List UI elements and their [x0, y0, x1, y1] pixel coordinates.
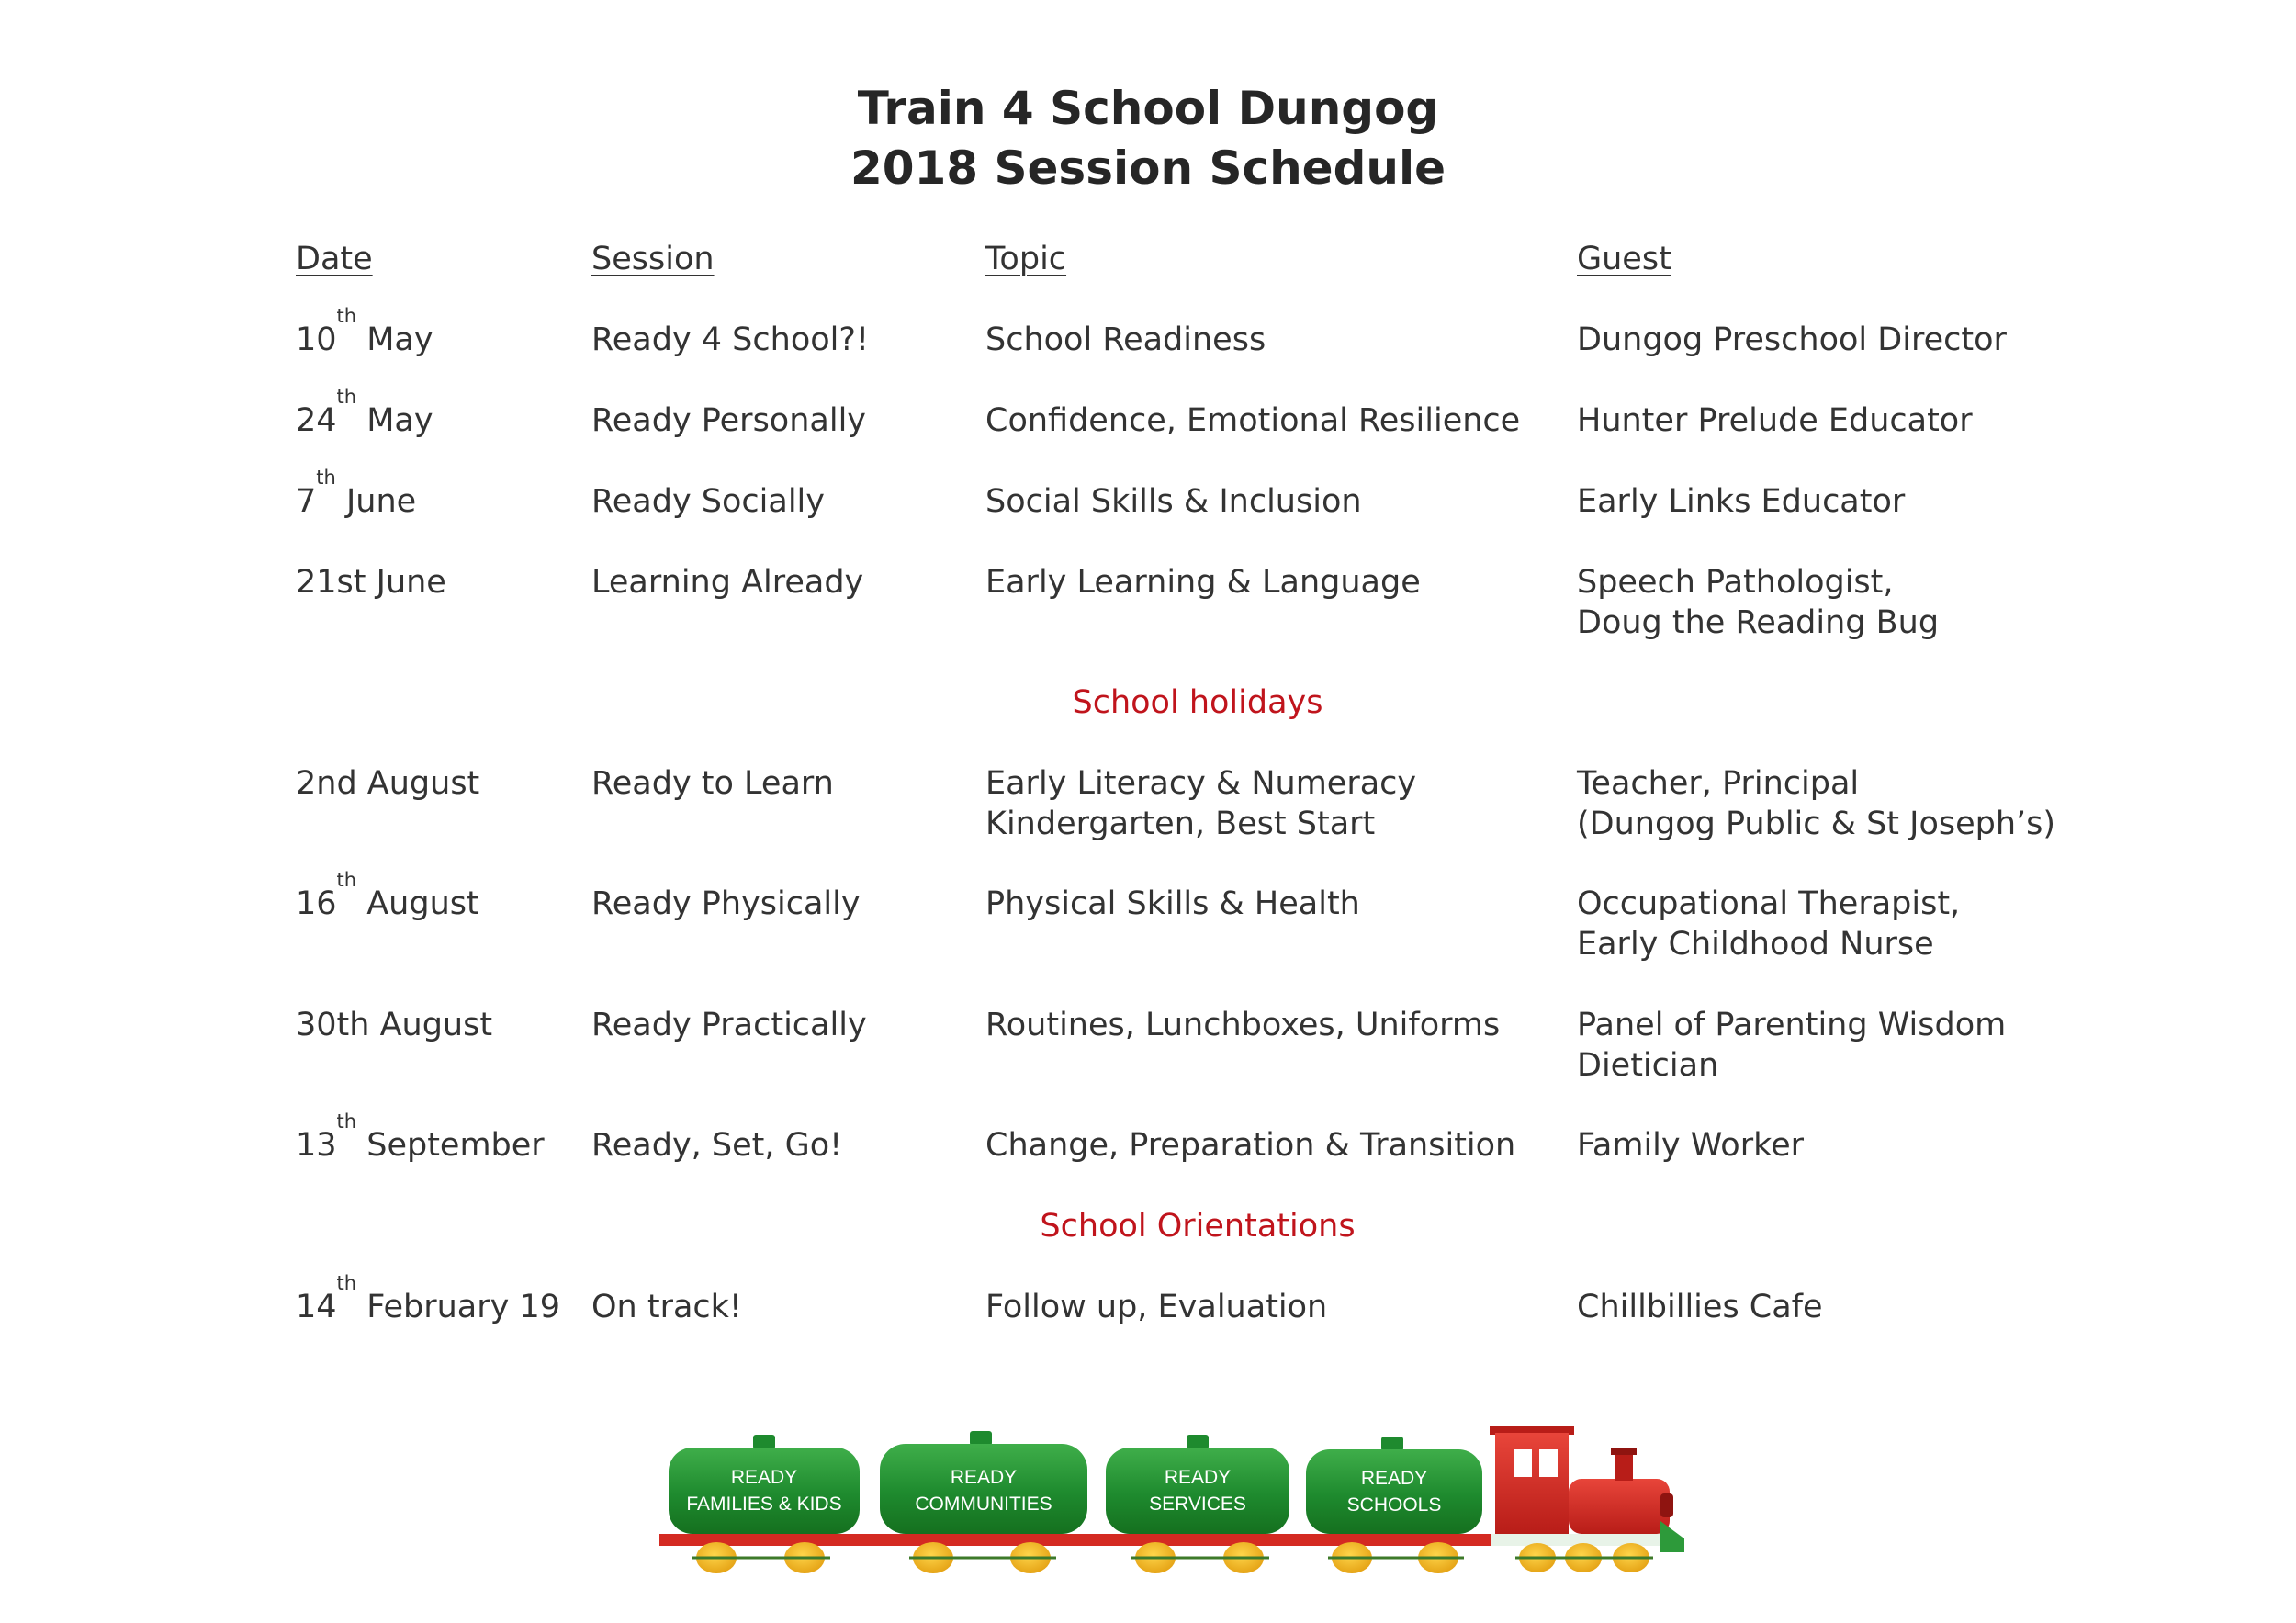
- car-4-line-1: READY: [1360, 1468, 1428, 1489]
- row-9-topic: Follow up, Evaluation: [985, 1289, 1328, 1325]
- school-holidays-divider: School holidays: [1072, 684, 1323, 721]
- row-2-guest: Hunter Prelude Educator: [1577, 402, 1973, 439]
- car-2-line-2: COMMUNITIES: [915, 1493, 1052, 1515]
- row-3-guest: Early Links Educator: [1577, 483, 1906, 520]
- train-engine: [1490, 1426, 1684, 1572]
- header-session: Session: [591, 241, 715, 277]
- row-8-topic: Change, Preparation & Transition: [985, 1127, 1516, 1164]
- row-5-topic-line-1: Early Literacy & Numeracy: [985, 765, 1417, 802]
- row-5-guest-line-2: (Dungog Public & St Joseph’s): [1577, 806, 2056, 842]
- row-3-topic: Social Skills & Inclusion: [985, 483, 1362, 520]
- row-1-date: 10th May: [296, 305, 433, 358]
- train-car-communities: [871, 1431, 1098, 1573]
- train-illustration: [656, 1405, 1684, 1589]
- header-topic: Topic: [985, 241, 1067, 277]
- row-8-date: 13th September: [296, 1110, 545, 1164]
- row-5-session: Ready to Learn: [591, 765, 834, 802]
- row-1-session: Ready 4 School?!: [591, 321, 869, 358]
- row-6-guest-line-2: Early Childhood Nurse: [1577, 926, 1934, 963]
- row-8-session: Ready, Set, Go!: [591, 1127, 843, 1164]
- row-9-session: On track!: [591, 1289, 742, 1325]
- header-guest: Guest: [1577, 241, 1671, 277]
- row-7-date: 30th August: [296, 1007, 493, 1043]
- row-7-topic: Routines, Lunchboxes, Uniforms: [985, 1007, 1501, 1043]
- page-title-line-1: Train 4 School Dungog: [857, 82, 1439, 135]
- car-3-line-1: READY: [1164, 1467, 1232, 1488]
- row-6-guest-line-1: Occupational Therapist,: [1577, 885, 1961, 922]
- row-3-session: Ready Socially: [591, 483, 825, 520]
- car-2-line-1: READY: [950, 1467, 1018, 1488]
- row-2-session: Ready Personally: [591, 402, 867, 439]
- car-3-line-2: SERVICES: [1149, 1493, 1246, 1515]
- row-5-date: 2nd August: [296, 765, 480, 802]
- page-title-line-2: 2018 Session Schedule: [850, 141, 1446, 195]
- row-7-session: Ready Practically: [591, 1007, 867, 1043]
- row-4-guest-line-2: Doug the Reading Bug: [1577, 604, 1940, 641]
- row-1-guest: Dungog Preschool Director: [1577, 321, 2007, 358]
- train-car-services: [1098, 1435, 1299, 1573]
- train-car-schools: [1299, 1437, 1491, 1573]
- row-3-date: 7th June: [296, 467, 417, 520]
- row-8-guest: Family Worker: [1577, 1127, 1805, 1164]
- row-9-guest: Chillbillies Cafe: [1577, 1289, 1823, 1325]
- row-9-date: 14th February 19: [296, 1272, 560, 1325]
- school-orientations-divider: School Orientations: [1040, 1208, 1356, 1245]
- row-7-guest-line-2: Dietician: [1577, 1047, 1719, 1084]
- row-5-topic-line-2: Kindergarten, Best Start: [985, 806, 1376, 842]
- row-6-topic: Physical Skills & Health: [985, 885, 1360, 922]
- row-4-topic: Early Learning & Language: [985, 564, 1421, 601]
- row-2-topic: Confidence, Emotional Resilience: [985, 402, 1521, 439]
- row-6-session: Ready Physically: [591, 885, 861, 922]
- row-5-guest-line-1: Teacher, Principal: [1577, 765, 1860, 802]
- row-2-date: 24th May: [296, 386, 433, 439]
- car-1-line-1: READY: [730, 1467, 798, 1488]
- car-1-line-2: FAMILIES & KIDS: [686, 1493, 842, 1515]
- header-date: Date: [296, 241, 373, 277]
- row-6-date: 16th August: [296, 869, 479, 922]
- row-4-guest-line-1: Speech Pathologist,: [1577, 564, 1894, 601]
- row-1-topic: School Readiness: [985, 321, 1266, 358]
- row-7-guest-line-1: Panel of Parenting Wisdom: [1577, 1007, 2007, 1043]
- train-car-families-kids: [659, 1435, 871, 1573]
- car-4-line-2: SCHOOLS: [1346, 1494, 1442, 1516]
- row-4-date: 21st June: [296, 564, 446, 601]
- row-4-session: Learning Already: [591, 564, 864, 601]
